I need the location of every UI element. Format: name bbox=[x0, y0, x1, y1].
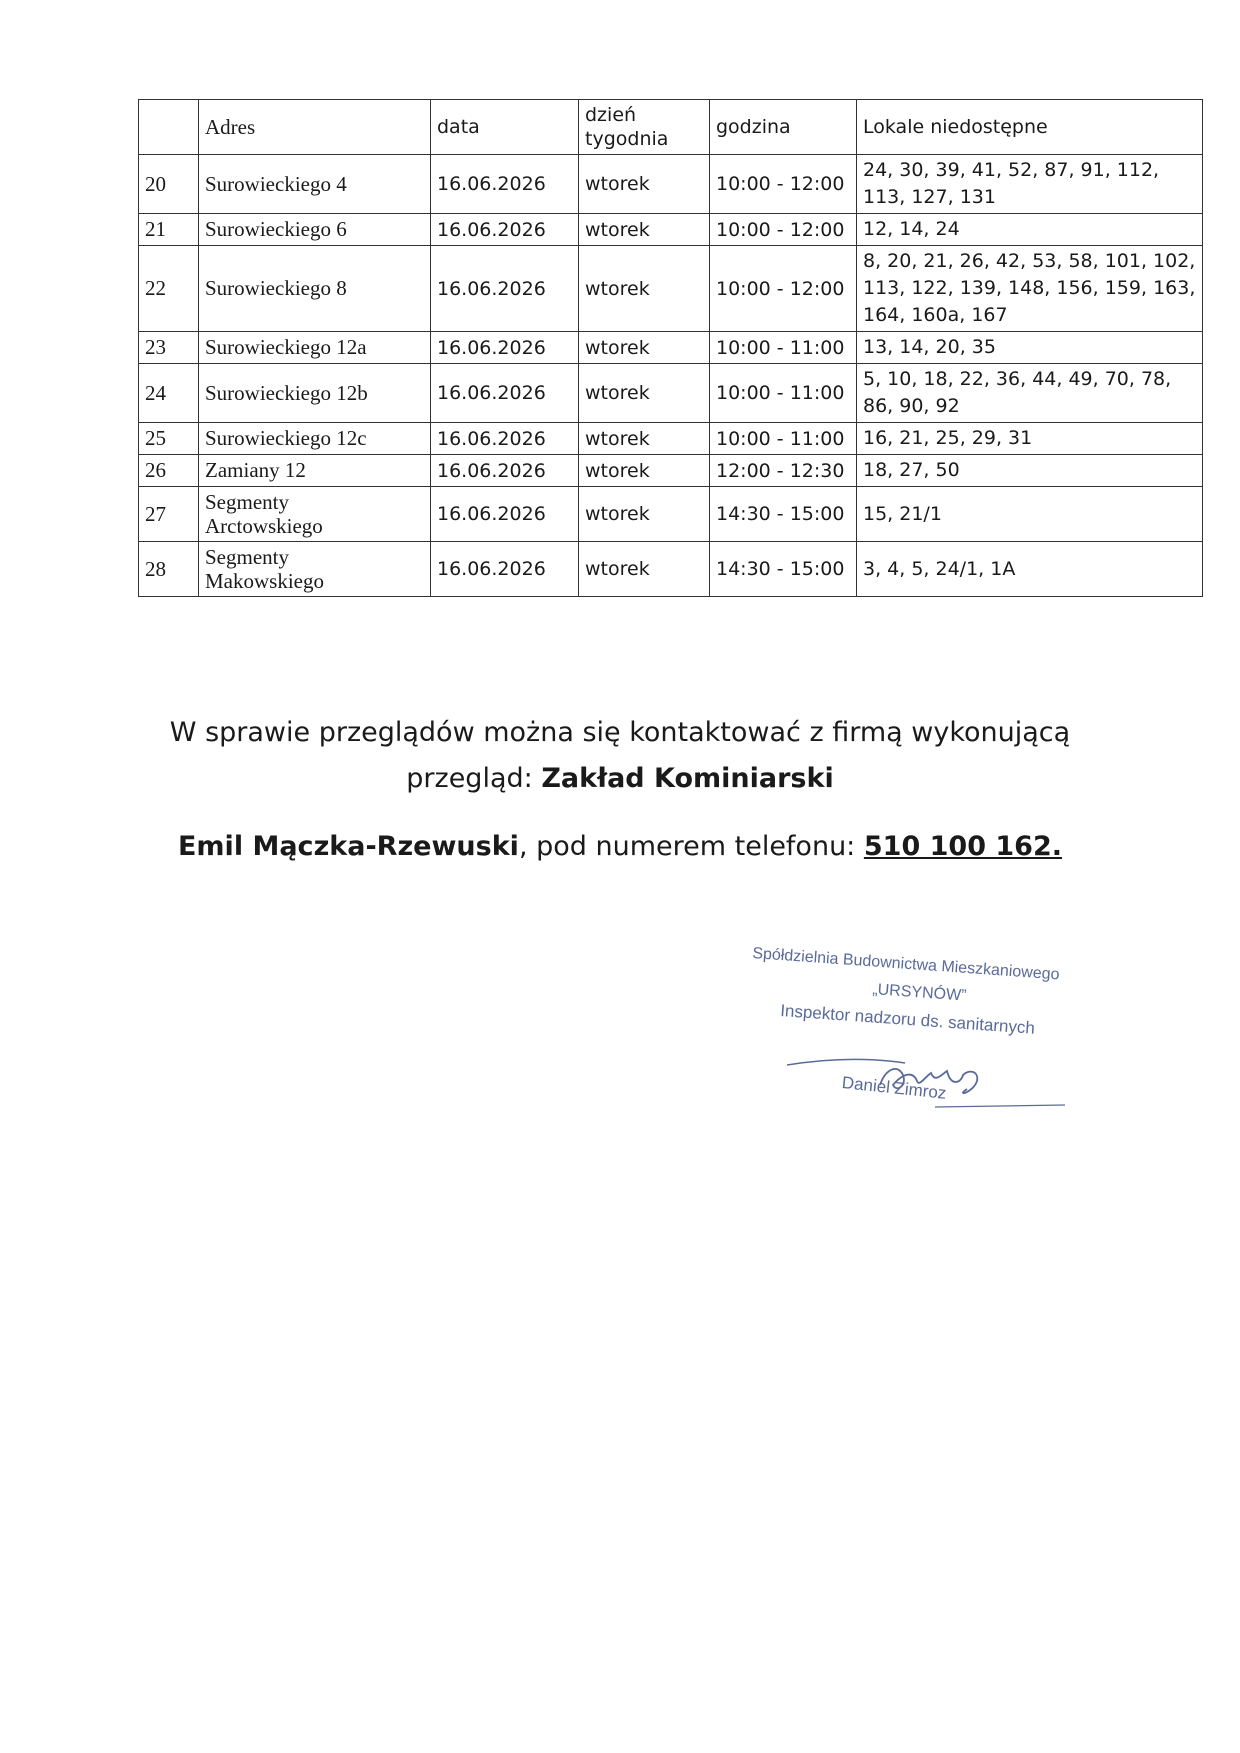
table-row bbox=[139, 364, 1203, 423]
row-date: 16.06.2026 bbox=[431, 487, 579, 542]
notice-line-2 bbox=[0, 763, 1240, 794]
row-date: 16.06.2026 bbox=[431, 332, 579, 364]
row-time: 10:00 - 11:00 bbox=[710, 423, 857, 455]
table-row bbox=[139, 155, 1203, 214]
official-stamp bbox=[745, 945, 1105, 1125]
row-no: 28 bbox=[139, 542, 199, 597]
table-row bbox=[139, 455, 1203, 487]
row-no: 23 bbox=[139, 332, 199, 364]
row-weekday: wtorek bbox=[579, 332, 710, 364]
row-date: 16.06.2026 bbox=[431, 542, 579, 597]
row-no: 22 bbox=[139, 246, 199, 332]
row-address: Surowieckiego 12b bbox=[199, 364, 431, 423]
row-weekday: wtorek bbox=[579, 455, 710, 487]
table-row bbox=[139, 332, 1203, 364]
row-address bbox=[199, 542, 431, 597]
row-weekday: wtorek bbox=[579, 246, 710, 332]
row-address: Zamiany 12 bbox=[199, 455, 431, 487]
row-no: 26 bbox=[139, 455, 199, 487]
row-address-line1: Segmenty bbox=[205, 545, 289, 569]
row-unavailable: 24, 30, 39, 41, 52, 87, 91, 112, 113, 127, 131 bbox=[857, 155, 1203, 214]
row-time: 10:00 - 12:00 bbox=[710, 155, 857, 214]
contact-person: Emil Mączka-Rzewuski bbox=[177, 831, 519, 862]
stamp-title: Inspektor nadzoru ds. sanitarnych bbox=[779, 1001, 1036, 1038]
row-address: Surowieckiego 6 bbox=[199, 214, 431, 246]
row-no: 25 bbox=[139, 423, 199, 455]
notice-line-3-middle: , pod numerem telefonu: bbox=[518, 831, 864, 862]
stamp-org-line1: Spółdzielnia Budownictwa Mieszkaniowego bbox=[751, 945, 1060, 984]
row-address-line2: Makowskiego bbox=[205, 569, 324, 593]
row-address: Surowieckiego 8 bbox=[199, 246, 431, 332]
row-time: 14:30 - 15:00 bbox=[710, 542, 857, 597]
row-weekday: wtorek bbox=[579, 155, 710, 214]
row-address-line1: Segmenty bbox=[205, 490, 289, 514]
row-date: 16.06.2026 bbox=[431, 155, 579, 214]
row-time: 12:00 - 12:30 bbox=[710, 455, 857, 487]
row-time: 10:00 - 11:00 bbox=[710, 364, 857, 423]
table-row bbox=[139, 246, 1203, 332]
header-weekday bbox=[579, 100, 710, 155]
row-unavailable: 18, 27, 50 bbox=[857, 455, 1203, 487]
notice-line-3 bbox=[0, 831, 1240, 862]
row-date: 16.06.2026 bbox=[431, 364, 579, 423]
row-time: 10:00 - 12:00 bbox=[710, 214, 857, 246]
row-unavailable: 5, 10, 18, 22, 36, 44, 49, 70, 78, 86, 90, 92 bbox=[857, 364, 1203, 423]
row-unavailable: 15, 21/1 bbox=[857, 487, 1203, 542]
table-row bbox=[139, 487, 1203, 542]
row-unavailable: 16, 21, 25, 29, 31 bbox=[857, 423, 1203, 455]
row-no: 21 bbox=[139, 214, 199, 246]
table-row bbox=[139, 214, 1203, 246]
row-no: 24 bbox=[139, 364, 199, 423]
table-row bbox=[139, 423, 1203, 455]
header-date: data bbox=[431, 100, 579, 155]
table-row bbox=[139, 542, 1203, 597]
row-no: 20 bbox=[139, 155, 199, 214]
row-no: 27 bbox=[139, 487, 199, 542]
header-weekday-line1: dzień bbox=[585, 104, 637, 126]
row-time: 10:00 - 12:00 bbox=[710, 246, 857, 332]
stamp-name: Daniel Zimroz bbox=[841, 1073, 948, 1103]
header-unavailable: Lokale niedostępne bbox=[857, 100, 1203, 155]
row-weekday: wtorek bbox=[579, 423, 710, 455]
table-header-row bbox=[139, 100, 1203, 155]
company-name: Zakład Kominiarski bbox=[541, 763, 834, 794]
row-weekday: wtorek bbox=[579, 487, 710, 542]
row-unavailable: 3, 4, 5, 24/1, 1A bbox=[857, 542, 1203, 597]
row-time: 10:00 - 11:00 bbox=[710, 332, 857, 364]
notice-line-2-prefix: przegląd: bbox=[406, 763, 542, 794]
row-date: 16.06.2026 bbox=[431, 246, 579, 332]
header-weekday-line2: tygodnia bbox=[585, 128, 669, 150]
inspection-schedule-table bbox=[138, 99, 1203, 597]
row-date: 16.06.2026 bbox=[431, 455, 579, 487]
row-date: 16.06.2026 bbox=[431, 423, 579, 455]
row-address bbox=[199, 487, 431, 542]
row-address: Surowieckiego 4 bbox=[199, 155, 431, 214]
row-date: 16.06.2026 bbox=[431, 214, 579, 246]
row-unavailable: 8, 20, 21, 26, 42, 53, 58, 101, 102, 113, 122, 139, 148, 156, 159, 163, 164, 160a, 167 bbox=[857, 246, 1203, 332]
row-address: Surowieckiego 12c bbox=[199, 423, 431, 455]
row-weekday: wtorek bbox=[579, 542, 710, 597]
stamp-org-line2: „URSYNÓW” bbox=[871, 981, 967, 1005]
header-address: Adres bbox=[199, 100, 431, 155]
row-weekday: wtorek bbox=[579, 214, 710, 246]
row-address-line2: Arctowskiego bbox=[205, 514, 323, 538]
row-unavailable: 12, 14, 24 bbox=[857, 214, 1203, 246]
notice-line-1: W sprawie przeglądów można się kontaktować z firmą wykonującą bbox=[169, 717, 1071, 748]
row-time: 14:30 - 15:00 bbox=[710, 487, 857, 542]
row-unavailable: 13, 14, 20, 35 bbox=[857, 332, 1203, 364]
header-no bbox=[139, 100, 199, 155]
row-weekday: wtorek bbox=[579, 364, 710, 423]
row-address: Surowieckiego 12a bbox=[199, 332, 431, 364]
phone-number: 510 100 162. bbox=[863, 831, 1063, 862]
header-time: godzina bbox=[710, 100, 857, 155]
